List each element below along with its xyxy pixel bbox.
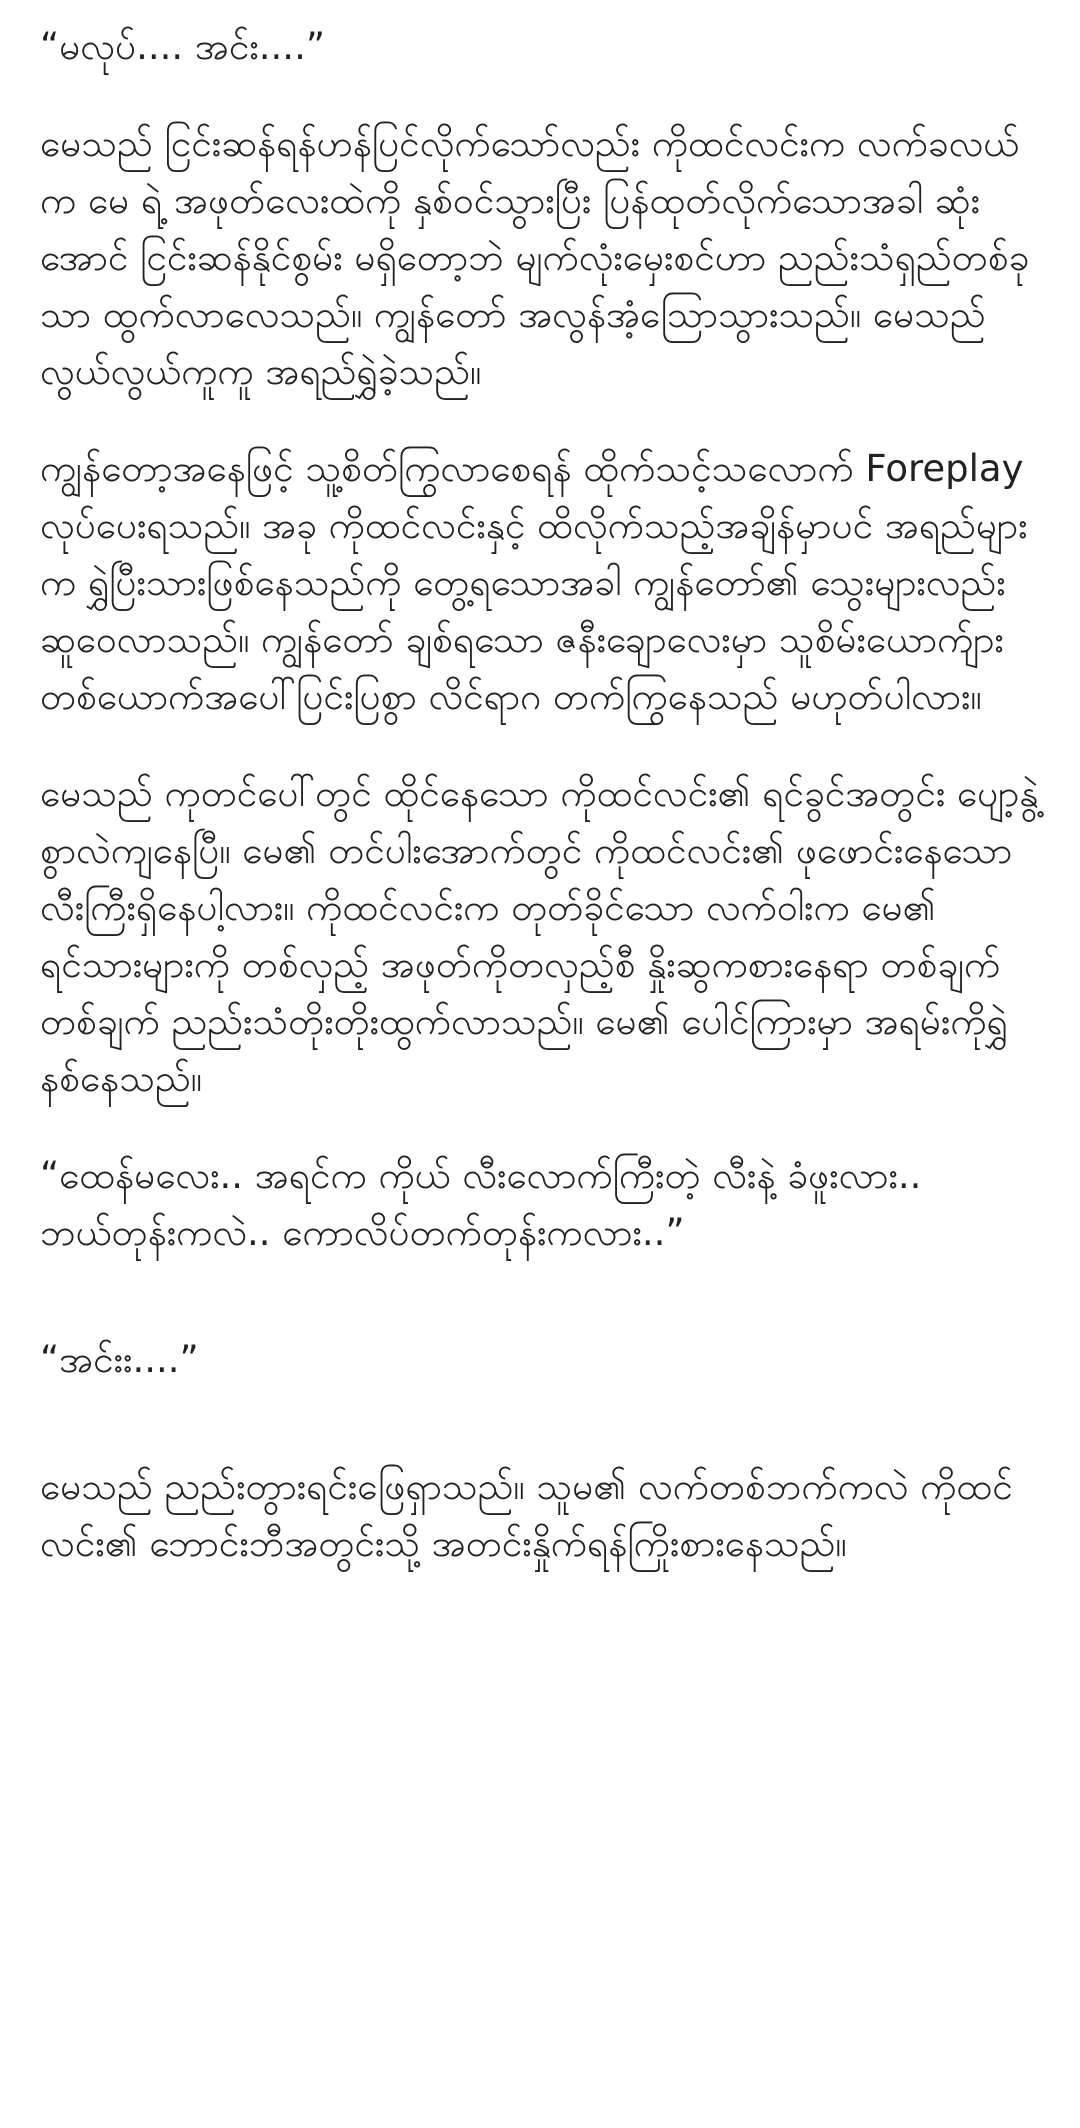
paragraph-6: “အင်းး....”	[40, 1338, 199, 1381]
paragraph-5: “ထေန်မလေး.. အရင်က ကိုယ် လီးလောက်ကြီးတဲ့ လီးနဲ့ ခံဖူးလား.. ဘယ်တုန်းကလဲ.. ကောလိပ်တက်တုန်းကလား..”	[40, 1154, 922, 1254]
paragraph-7: မေသည် ညည်းတွားရင်းဖြေရှာသည်။ သူမ၏ လက်တစ်ဘက်ကလဲ ကိုထင်လင်း၏ ဘောင်းဘီအတွင်းသို့ အတင်းနှိုက်ရန်ကြိုးစားနေသည်။	[40, 1465, 1013, 1565]
paragraph-2: မေသည် ငြင်းဆန်ရန်ဟန်ပြင်လိုက်သော်လည်း ကိုထင်လင်းက လက်ခလယ်က မေ ရဲ့ အဖုတ်လေးထဲကို နှစ်ဝင်သွားပြီး ပြန်ထုတ်လိုက်သောအခါ ဆုံးအောင် ငြင်းဆန်နိုင်စွမ်း မရှိတော့ဘဲ မျက်လုံးမှေးစင်ဟာ ညည်းသံရှည်တစ်ခုသာ ထွက်လာလေသည်။ ကျွန်တော် အလွန်အံ့သြောသွားသည်။ မေသည် လွယ်လွယ်ကူကူ အရည်ရွှဲခဲ့သည်။	[40, 122, 1030, 393]
paragraph-1: “မလုပ်.... အင်း....”	[40, 25, 325, 68]
paragraph-3: ကျွန်တော့အနေဖြင့် သူ့စိတ်ကြွလာစေရန် ထိုက်သင့်သလောက် Foreplay လုပ်ပေးရသည်။ အခု ကိုထင်လင်းနှင့် ထိလိုက်သည့်အချိန်မှာပင် အရည်များက ရွှဲပြီးသားဖြစ်နေသည်ကို တွေ့ရသောအခါ ကျွန်တော်၏ သွေးများလည်း ဆူဝေလာသည်။ ကျွန်တော် ချစ်ရသော ဇနီးချောလေးမှာ သူစိမ်းယောက်ျားတစ်ယောက်အပေါ်ပြင်းပြစွာ လိင်ရာဂ တက်ကြွနေသည် မဟုတ်ပါလား။	[40, 447, 1028, 718]
paragraph-4: မေသည် ကုတင်ပေါ်တွင် ထိုင်နေသော ကိုထင်လင်း၏ ရင်ခွင်အတွင်း ပျော့နွဲ့စွာလဲကျနေပြီ။ မေ၏ တင်ပါးအောက်တွင် ကိုထင်လင်း၏ ဖုဖောင်းနေသောလီးကြီးရှိနေပါ့လား။ ကိုထင်လင်းက တုတ်ခိုင်သော လက်ဝါးက မေ၏ ရင်သားများကို တစ်လှည့် အဖုတ်ကိုတလှည့်စီ နှိုးဆွကစားနေရာ တစ်ချက်တစ်ချက် ညည်းသံတိုးတိုးထွက်လာသည်။ မေ၏ ပေါင်ကြားမှာ အရမ်းကိုရွှဲနစ်နေသည်။	[40, 772, 1039, 1100]
